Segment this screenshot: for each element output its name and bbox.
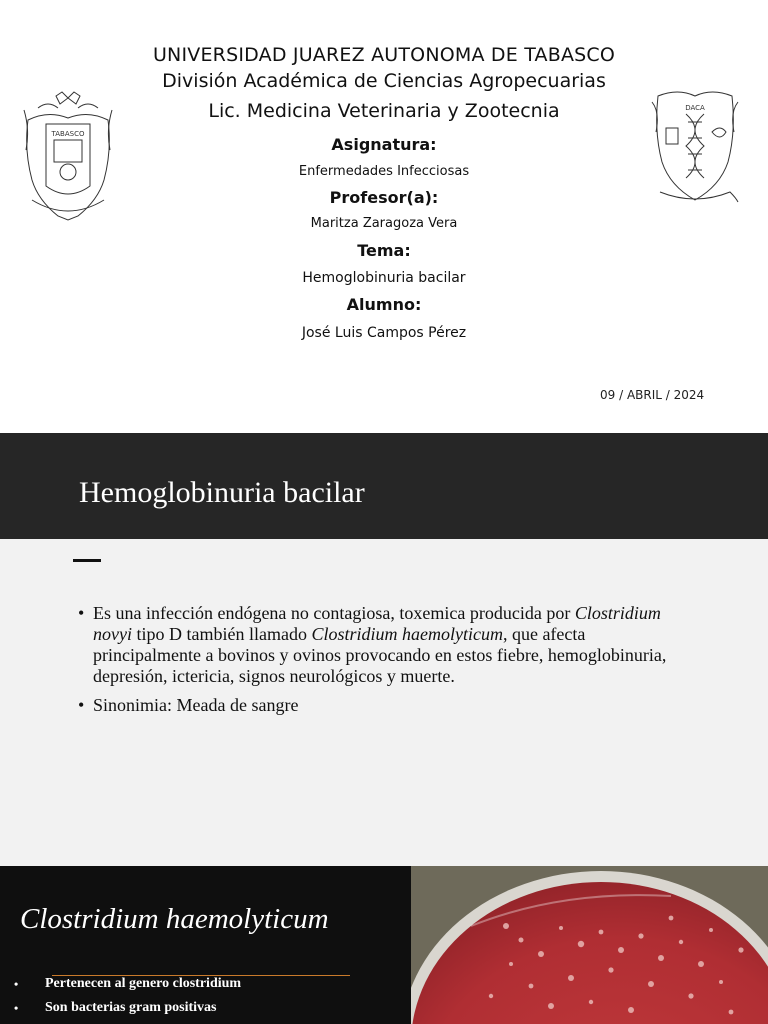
- division-crest-logo: [650, 82, 740, 208]
- program-name: Lic. Medicina Veterinaria y Zootecnia: [208, 100, 560, 122]
- bullet-definition: • Es una infección endógena no contagiosa, toxemica producida por Clostridium novyi tipo D también llamado Clostridium haemolyticum, que afecta principalmente a bovinos y ovinos provocando en estos fiebre, hemoglobinuria, depresión, ictericia, signos neurológicos y muerte.: [78, 603, 668, 687]
- blood-agar-image: [411, 866, 768, 1024]
- svg-text:TABASCO: TABASCO: [51, 130, 85, 138]
- bullet-gram: • Son bacterias gram positivas: [14, 999, 241, 1023]
- title-slide: [0, 0, 768, 433]
- subject-label: Asignatura:: [331, 135, 437, 154]
- presentation-date: 09 / ABRIL / 2024: [600, 388, 705, 402]
- petri-dish-photo: [411, 866, 768, 1024]
- subject-value: Enfermedades Infecciosas: [298, 164, 470, 179]
- slide2-title: Hemoglobinuria bacilar: [79, 476, 365, 509]
- svg-text:DACA: DACA: [685, 104, 705, 112]
- bullet-synonym: • Sinonimia: Meada de sangre: [78, 695, 668, 716]
- slide2-bullet-list: [78, 603, 668, 724]
- student-label: Alumno:: [346, 295, 422, 314]
- bullet-genus: • Pertenecen al genero clostridium: [14, 975, 241, 999]
- division-name: División Académica de Ciencias Agropecuarias: [162, 70, 606, 92]
- topic-label: Tema:: [357, 241, 411, 260]
- professor-value: Maritza Zaragoza Vera: [310, 216, 458, 231]
- accent-dash: [73, 559, 101, 562]
- topic-value: Hemoglobinuria bacilar: [302, 270, 466, 286]
- professor-label: Profesor(a):: [329, 188, 439, 207]
- university-name: UNIVERSIDAD JUAREZ AUTONOMA DE TABASCO: [152, 44, 616, 66]
- slide3-title: Clostridium haemolyticum: [20, 903, 329, 935]
- student-value: José Luis Campos Pérez: [301, 325, 467, 341]
- slide3-bullet-list: [14, 975, 241, 1023]
